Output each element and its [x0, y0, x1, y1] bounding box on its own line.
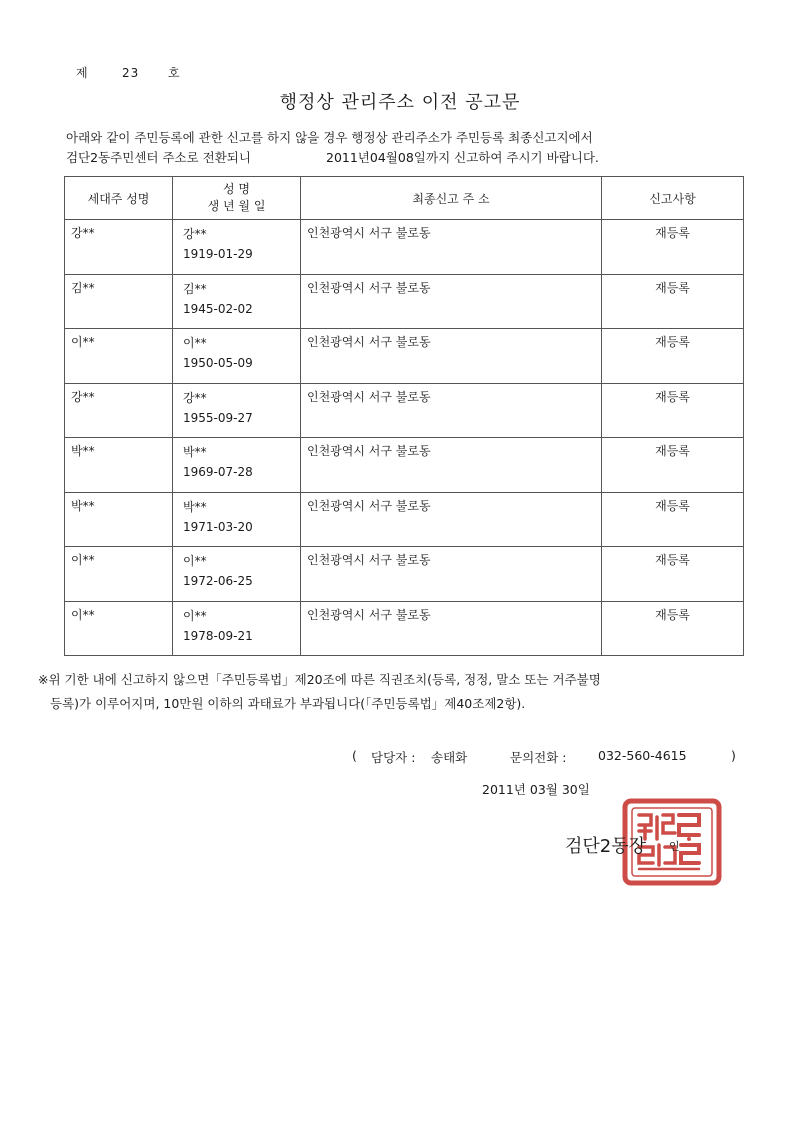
table-row: [65, 492, 744, 547]
intro-line-2-start: 검단2동주민센터 주소로 전환되니: [66, 150, 251, 165]
table-row: [65, 438, 744, 493]
cell-name: 박**: [183, 499, 207, 514]
table-row: [65, 220, 744, 275]
cell-report: 재등록: [602, 383, 744, 438]
header-name-birth: [173, 177, 301, 220]
cell-birth: 1978-09-21: [183, 628, 253, 643]
notice-line-2: 등록)가 이루어지며, 10만원 이하의 과태료가 부과됩니다(「주민등록법」제40조제2항).: [50, 696, 526, 711]
header-address: 최종신고 주 소: [301, 177, 602, 220]
cell-head-name: 이**: [65, 329, 173, 384]
contact-person: 송태화: [431, 750, 468, 765]
contact-open-paren: (: [352, 748, 357, 763]
cell-name-birth: [173, 274, 301, 329]
cell-report: 재등록: [602, 220, 744, 275]
deadline-date: 2011년04월08일: [326, 150, 426, 165]
table-row: [65, 329, 744, 384]
header-birth: 생 년 월 일: [207, 199, 266, 213]
contact-close-paren: ): [731, 748, 736, 763]
cell-name: 박**: [183, 445, 207, 459]
cell-head-name: 강**: [65, 383, 173, 438]
header-name: 성 명: [223, 182, 250, 196]
cell-report: 재등록: [602, 547, 744, 602]
header-head-name: 세대주 성명: [65, 177, 173, 220]
header-report: 신고사항: [602, 177, 744, 220]
issue-date: 2011년 03월 30일: [482, 782, 590, 797]
cell-birth: 1950-05-09: [183, 356, 253, 370]
cell-address: 인천광역시 서구 불로동: [301, 274, 602, 329]
cell-name: 이**: [183, 608, 207, 623]
cell-report: 재등록: [602, 274, 744, 329]
registration-table: [64, 176, 744, 656]
page-title: 행정상 관리주소 이전 공고문: [279, 92, 521, 113]
doc-number-suffix: 호: [168, 66, 181, 80]
cell-birth: 1945-02-02: [183, 301, 253, 316]
table-row: [65, 547, 744, 602]
intro-line-2: [66, 148, 599, 166]
cell-name-birth: [173, 329, 301, 384]
doc-number-prefix: 제: [76, 66, 89, 80]
cell-address: 인천광역시 서구 불로동: [301, 601, 602, 656]
contact-phone: 032-560-4615: [598, 748, 687, 763]
cell-name-birth: [173, 220, 301, 275]
cell-address: 인천광역시 서구 불로동: [301, 220, 602, 275]
intro-line-2-end: 까지 신고하여 주시기 바랍니다.: [426, 150, 599, 165]
cell-report: 재등록: [602, 329, 744, 384]
contact-phone-label: 문의전화 :: [510, 750, 567, 765]
cell-birth: 1972-06-25: [183, 574, 253, 588]
cell-birth: 1919-01-29: [183, 247, 253, 261]
cell-name-birth: [173, 547, 301, 602]
cell-head-name: 박**: [65, 492, 173, 547]
cell-report: 재등록: [602, 601, 744, 656]
cell-head-name: 이**: [65, 601, 173, 656]
table-row: [65, 601, 744, 656]
signature-office: 검단2동장: [565, 836, 647, 857]
table-row: [65, 274, 744, 329]
cell-head-name: 강**: [65, 220, 173, 275]
cell-report: 재등록: [602, 492, 744, 547]
cell-name: 강**: [183, 227, 207, 241]
cell-address: 인천광역시 서구 불로동: [301, 438, 602, 493]
cell-name: 김**: [183, 281, 207, 296]
cell-name-birth: [173, 492, 301, 547]
document-number: [76, 64, 181, 81]
cell-name: 이**: [183, 554, 207, 568]
cell-name-birth: [173, 383, 301, 438]
cell-birth: 1971-03-20: [183, 519, 253, 534]
cell-name: 이**: [183, 336, 207, 350]
cell-address: 인천광역시 서구 불로동: [301, 329, 602, 384]
cell-birth: 1969-07-28: [183, 465, 253, 479]
table-header-row: [65, 177, 744, 220]
cell-address: 인천광역시 서구 불로동: [301, 547, 602, 602]
notice-line-1: ※위 기한 내에 신고하지 않으면「주민등록법」제20조에 따른 직권조치(등록, 정정, 말소 또는 거주불명: [38, 672, 601, 687]
contact-person-label: 담당자 :: [371, 750, 416, 765]
intro-line-1: 아래와 같이 주민등록에 관한 신고를 하지 않을 경우 행정상 관리주소가 주민등록 최종신고지에서: [66, 130, 593, 145]
doc-number-value: 23: [122, 66, 140, 80]
cell-head-name: 김**: [65, 274, 173, 329]
cell-birth: 1955-09-27: [183, 410, 253, 425]
cell-name-birth: [173, 438, 301, 493]
cell-head-name: 이**: [65, 547, 173, 602]
cell-address: 인천광역시 서구 불로동: [301, 383, 602, 438]
cell-address: 인천광역시 서구 불로동: [301, 492, 602, 547]
seal-mark: 인: [669, 840, 680, 853]
cell-report: 재등록: [602, 438, 744, 493]
table-row: [65, 383, 744, 438]
cell-name: 강**: [183, 390, 207, 405]
cell-head-name: 박**: [65, 438, 173, 493]
cell-name-birth: [173, 601, 301, 656]
